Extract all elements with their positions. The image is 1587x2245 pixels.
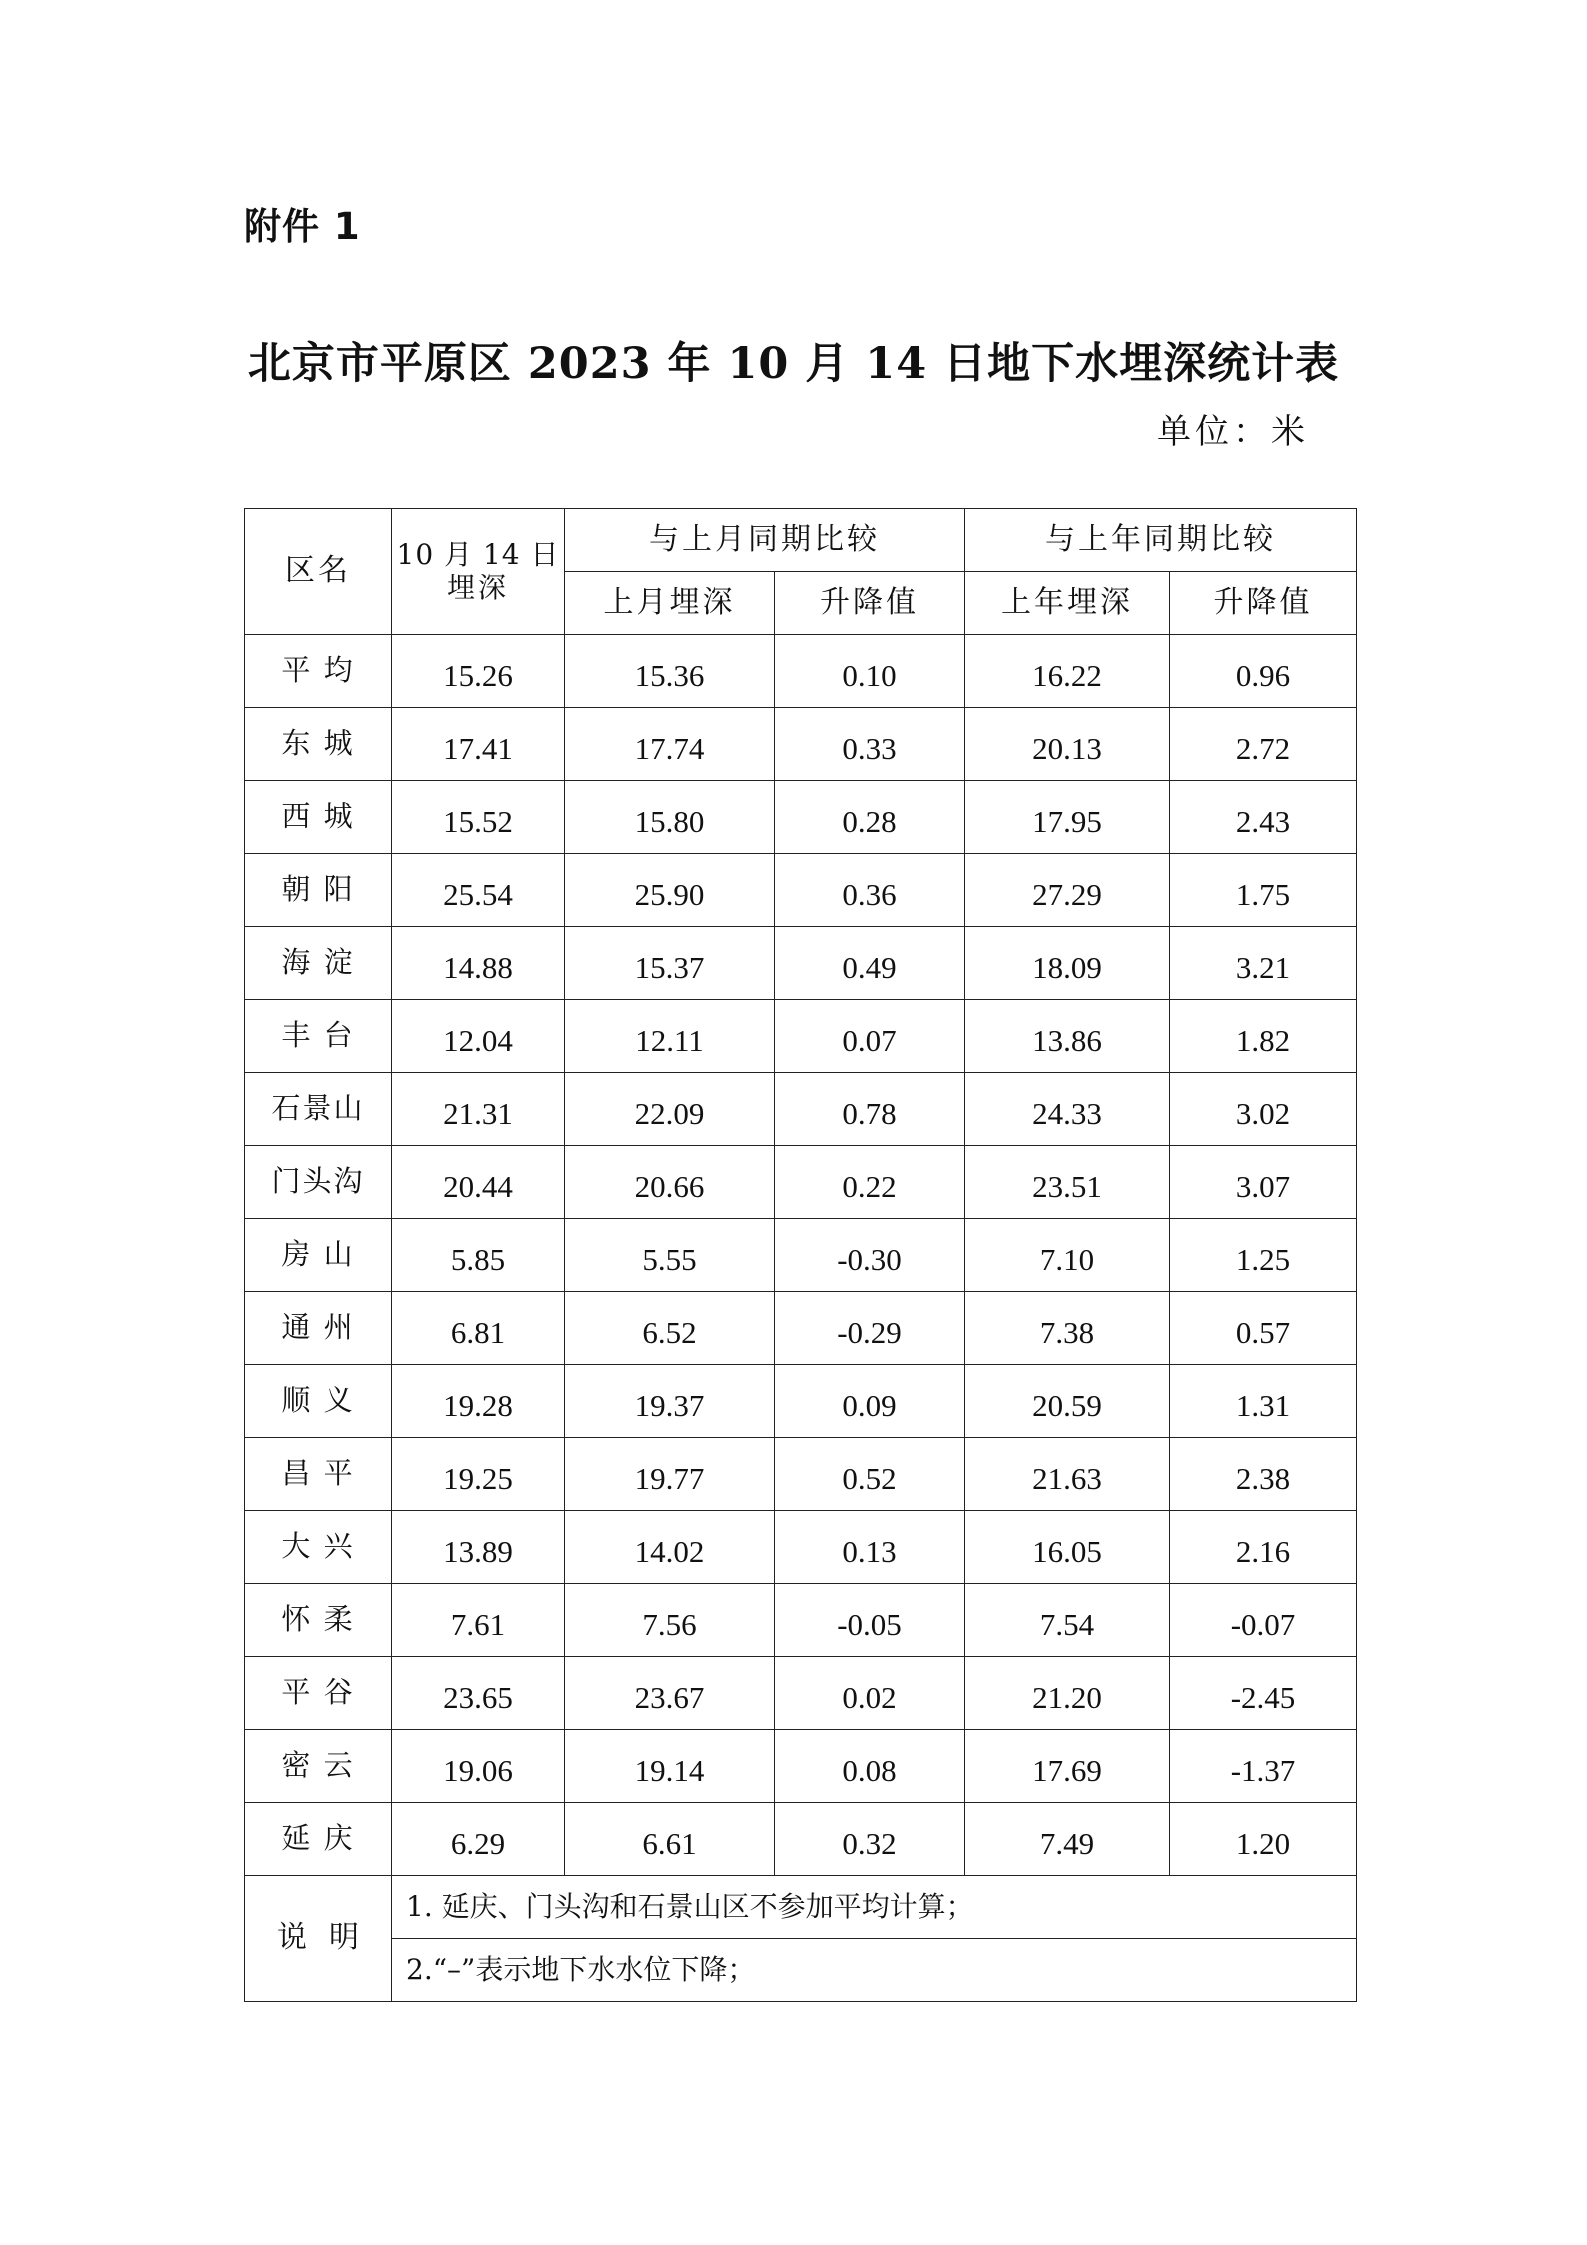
- cell-month-change: 0.07: [775, 1000, 965, 1073]
- cell-district: 密 云: [245, 1730, 392, 1803]
- table-row: [245, 1803, 1357, 1876]
- cell-current-depth: 6.81: [392, 1292, 565, 1365]
- table-row: [245, 708, 1357, 781]
- cell-district: 怀 柔: [245, 1584, 392, 1657]
- cell-last-year-depth: 24.33: [965, 1073, 1170, 1146]
- table-row: [245, 1292, 1357, 1365]
- cell-last-year-depth: 16.05: [965, 1511, 1170, 1584]
- cell-current-depth: 7.61: [392, 1584, 565, 1657]
- cell-district: 房 山: [245, 1219, 392, 1292]
- cell-year-change: 1.75: [1170, 854, 1357, 927]
- cell-district: 延 庆: [245, 1803, 392, 1876]
- cell-month-change: 0.33: [775, 708, 965, 781]
- cell-year-change: -2.45: [1170, 1657, 1357, 1730]
- header-row-top: [245, 509, 1357, 572]
- cell-last-month-depth: 19.14: [565, 1730, 775, 1803]
- cell-district: 东 城: [245, 708, 392, 781]
- cell-last-year-depth: 27.29: [965, 854, 1170, 927]
- table-row: [245, 781, 1357, 854]
- cell-year-change: 2.43: [1170, 781, 1357, 854]
- cell-last-year-depth: 18.09: [965, 927, 1170, 1000]
- cell-last-year-depth: 7.49: [965, 1803, 1170, 1876]
- unit-label: 单位：米: [1157, 412, 1309, 452]
- cell-current-depth: 15.26: [392, 635, 565, 708]
- cell-month-change: 0.09: [775, 1365, 965, 1438]
- cell-year-change: 0.96: [1170, 635, 1357, 708]
- attachment-label: 附件 1: [244, 205, 361, 248]
- header-year-compare: 与上年同期比较: [965, 509, 1357, 572]
- cell-month-change: -0.05: [775, 1584, 965, 1657]
- header-district: 区名: [245, 509, 392, 635]
- cell-year-change: 2.72: [1170, 708, 1357, 781]
- document-title: 北京市平原区 2023 年 10 月 14 日地下水埋深统计表: [247, 339, 1340, 389]
- cell-year-change: 0.57: [1170, 1292, 1357, 1365]
- cell-last-month-depth: 6.52: [565, 1292, 775, 1365]
- cell-last-year-depth: 16.22: [965, 635, 1170, 708]
- cell-month-change: 0.08: [775, 1730, 965, 1803]
- groundwater-depth-table: [244, 508, 1357, 2002]
- note-item: 1. 延庆、门头沟和石景山区不参加平均计算；: [392, 1876, 1357, 1939]
- cell-last-month-depth: 5.55: [565, 1219, 775, 1292]
- cell-year-change: 2.16: [1170, 1511, 1357, 1584]
- header-year-change: 升降值: [1170, 572, 1357, 635]
- cell-last-month-depth: 7.56: [565, 1584, 775, 1657]
- cell-current-depth: 6.29: [392, 1803, 565, 1876]
- header-last-month-depth: 上月埋深: [565, 572, 775, 635]
- cell-last-month-depth: 15.36: [565, 635, 775, 708]
- cell-district: 平 谷: [245, 1657, 392, 1730]
- cell-last-year-depth: 17.69: [965, 1730, 1170, 1803]
- table-row: [245, 1584, 1357, 1657]
- cell-district: 朝 阳: [245, 854, 392, 927]
- cell-district: 通 州: [245, 1292, 392, 1365]
- cell-last-month-depth: 15.80: [565, 781, 775, 854]
- cell-current-depth: 23.65: [392, 1657, 565, 1730]
- cell-last-year-depth: 7.54: [965, 1584, 1170, 1657]
- table-row: [245, 1365, 1357, 1438]
- header-month-change: 升降值: [775, 572, 965, 635]
- cell-district: 大 兴: [245, 1511, 392, 1584]
- table-row: [245, 1073, 1357, 1146]
- table-row: [245, 1511, 1357, 1584]
- cell-current-depth: 15.52: [392, 781, 565, 854]
- notes-row: [245, 1876, 1357, 1939]
- table-row: [245, 1657, 1357, 1730]
- cell-last-year-depth: 7.10: [965, 1219, 1170, 1292]
- cell-last-month-depth: 6.61: [565, 1803, 775, 1876]
- cell-current-depth: 19.06: [392, 1730, 565, 1803]
- cell-last-year-depth: 20.59: [965, 1365, 1170, 1438]
- cell-district: 西 城: [245, 781, 392, 854]
- cell-year-change: -0.07: [1170, 1584, 1357, 1657]
- header-current-depth: [392, 509, 565, 635]
- cell-year-change: 1.31: [1170, 1365, 1357, 1438]
- cell-last-month-depth: 20.66: [565, 1146, 775, 1219]
- cell-last-month-depth: 15.37: [565, 927, 775, 1000]
- table-row: [245, 1438, 1357, 1511]
- cell-last-year-depth: 13.86: [965, 1000, 1170, 1073]
- cell-month-change: 0.32: [775, 1803, 965, 1876]
- cell-district: 昌 平: [245, 1438, 392, 1511]
- table-row: [245, 1219, 1357, 1292]
- table-row: [245, 1730, 1357, 1803]
- cell-month-change: 0.13: [775, 1511, 965, 1584]
- cell-current-depth: 25.54: [392, 854, 565, 927]
- header-last-year-depth: 上年埋深: [965, 572, 1170, 635]
- cell-last-month-depth: 14.02: [565, 1511, 775, 1584]
- cell-last-year-depth: 21.20: [965, 1657, 1170, 1730]
- cell-last-month-depth: 17.74: [565, 708, 775, 781]
- cell-last-month-depth: 23.67: [565, 1657, 775, 1730]
- cell-month-change: 0.78: [775, 1073, 965, 1146]
- cell-month-change: 0.22: [775, 1146, 965, 1219]
- cell-district: 石景山: [245, 1073, 392, 1146]
- cell-month-change: -0.30: [775, 1219, 965, 1292]
- cell-district: 海 淀: [245, 927, 392, 1000]
- cell-year-change: 1.25: [1170, 1219, 1357, 1292]
- cell-last-month-depth: 12.11: [565, 1000, 775, 1073]
- cell-last-year-depth: 23.51: [965, 1146, 1170, 1219]
- cell-last-month-depth: 19.37: [565, 1365, 775, 1438]
- cell-year-change: 3.07: [1170, 1146, 1357, 1219]
- notes-row: [245, 1939, 1357, 2002]
- cell-year-change: 1.82: [1170, 1000, 1357, 1073]
- cell-district: 门头沟: [245, 1146, 392, 1219]
- cell-month-change: 0.52: [775, 1438, 965, 1511]
- cell-year-change: 1.20: [1170, 1803, 1357, 1876]
- cell-current-depth: 13.89: [392, 1511, 565, 1584]
- cell-current-depth: 19.25: [392, 1438, 565, 1511]
- cell-current-depth: 12.04: [392, 1000, 565, 1073]
- cell-current-depth: 14.88: [392, 927, 565, 1000]
- cell-last-month-depth: 25.90: [565, 854, 775, 927]
- cell-last-year-depth: 20.13: [965, 708, 1170, 781]
- table-row: [245, 635, 1357, 708]
- cell-year-change: 3.21: [1170, 927, 1357, 1000]
- cell-month-change: 0.49: [775, 927, 965, 1000]
- cell-year-change: 2.38: [1170, 1438, 1357, 1511]
- cell-district: 平 均: [245, 635, 392, 708]
- cell-year-change: 3.02: [1170, 1073, 1357, 1146]
- cell-month-change: 0.36: [775, 854, 965, 927]
- table-row: [245, 1146, 1357, 1219]
- table-row: [245, 1000, 1357, 1073]
- cell-month-change: 0.28: [775, 781, 965, 854]
- cell-last-year-depth: 17.95: [965, 781, 1170, 854]
- cell-last-month-depth: 19.77: [565, 1438, 775, 1511]
- table-body: [245, 509, 1357, 2002]
- table-row: [245, 927, 1357, 1000]
- cell-month-change: -0.29: [775, 1292, 965, 1365]
- header-current-date: 10 月 14 日: [396, 538, 560, 572]
- cell-current-depth: 21.31: [392, 1073, 565, 1146]
- cell-last-year-depth: 7.38: [965, 1292, 1170, 1365]
- cell-current-depth: 17.41: [392, 708, 565, 781]
- cell-current-depth: 19.28: [392, 1365, 565, 1438]
- cell-month-change: 0.10: [775, 635, 965, 708]
- cell-current-depth: 20.44: [392, 1146, 565, 1219]
- header-month-compare: 与上月同期比较: [565, 509, 965, 572]
- cell-last-month-depth: 22.09: [565, 1073, 775, 1146]
- cell-year-change: -1.37: [1170, 1730, 1357, 1803]
- notes-label: 说明: [245, 1876, 392, 2002]
- cell-district: 丰 台: [245, 1000, 392, 1073]
- cell-month-change: 0.02: [775, 1657, 965, 1730]
- cell-district: 顺 义: [245, 1365, 392, 1438]
- cell-last-year-depth: 21.63: [965, 1438, 1170, 1511]
- note-item: 2.“–”表示地下水水位下降；: [392, 1939, 1357, 2002]
- cell-current-depth: 5.85: [392, 1219, 565, 1292]
- table-row: [245, 854, 1357, 927]
- header-current-depth-label: 埋深: [446, 570, 509, 604]
